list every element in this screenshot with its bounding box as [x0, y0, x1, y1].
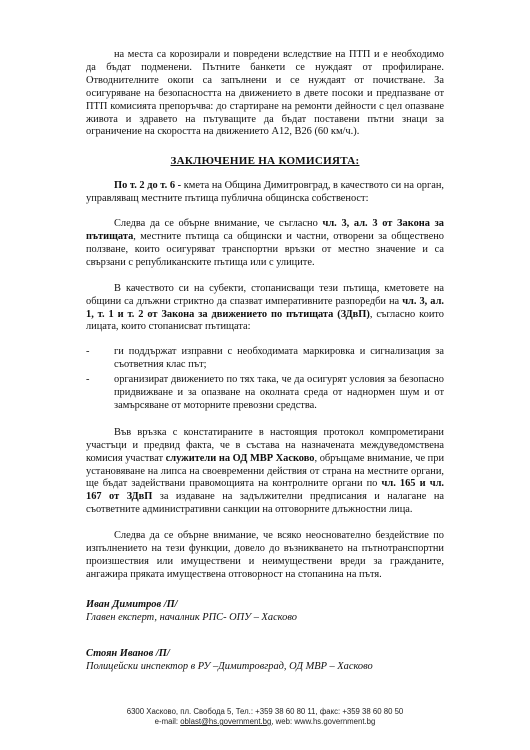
email-link[interactable]: oblast@hs.government.bg [180, 717, 272, 726]
signature-block [86, 598, 297, 624]
paragraph-text: Следва да се обърне внимание, че съгласно [114, 218, 323, 230]
list-item-text: организират движението по тях така, че да осигурят условия за безопасно придвижване и за опазване на околната среда от наднормен шум и от замърсяване от моторните превозни средства. [114, 374, 444, 411]
paragraph-text: Във връзка с констатираните в настоящия протокол компрометирани участъци и предвид факта, че в състава на назначената междуведомствена комисия участват [86, 426, 444, 464]
paragraph-police-notice [86, 427, 444, 517]
footer-address: 6300 Хасково, пл. Свобода 5, Тел.: +359 38 60 80 11, факс: +359 38 60 80 50 [126, 707, 404, 716]
bullet-dash: - [86, 374, 90, 386]
law-reference: чл. 3, ал. 3 от Закона за пътищата [86, 218, 445, 242]
paragraph-text: за издаване на задължителни предписания и налагане на съответните административни санкции на отговорните длъжностни лица. [86, 491, 444, 516]
paragraph-road-condition: на места са корозирали и повредени вследствие на ПТП и е необходимо да бъдат подменени. Пътните банкети се нуждаят от профилиране. Отводнителните окопи са запълнени и се нуждаят от почистване. За осигуряване на безопасността на движението в двете посоки и предпазване от ПТП комисията препоръчва: до стартиране на ремонти дейности с цел опазване живота и здравето на пътуващите да бъдат поставени пътни знаци за ограничение на скоростта на движението А12, В26 (60 км/ч.). [86, 49, 444, 138]
footer-contacts [0, 717, 530, 727]
signature-block [86, 647, 373, 673]
signatory-role: Главен експерт, началник РПС- ОПУ – Хасково [86, 612, 297, 623]
paragraph-mayor-duties [86, 283, 444, 335]
bullet-dash: - [86, 346, 90, 358]
paragraph-liability: Следва да се обърне внимание, че всяко неоснователно бездействие по изпълнението на тези функции, довело до възникването на пътнотранспортни произшествия или имуществени и неимуществени вреди за гражданите, ангажира пряката имуществена отговорност на стопанина на пътя. [86, 530, 444, 580]
signatory-name: Стоян Иванов /П/ [86, 648, 170, 659]
email-label: e-mail: [154, 717, 181, 726]
paragraph-mayor-addressee [86, 180, 444, 206]
points-reference: По т. 2 до т. 6 - [114, 180, 182, 192]
paragraph-text: , местните пътища са общински и частни, отворени за обществено ползване, които осигуряват транспортни връзки от местно значение и са свързани с републиканските пътища или с улиците. [86, 230, 444, 268]
organization-reference: служители на ОД МВР Хасково [165, 452, 315, 464]
list-item [86, 346, 444, 372]
paragraph-text: , съгласно които лицата, които стопанисват пътищата: [86, 308, 444, 333]
paragraph-text: В качеството си на субекти, стопанисващи тези пътища, кметовете на общини са длъжни стриктно да спазват императивните разпоредби на [86, 282, 444, 307]
list-item-text: ги поддържат изправни с необходимата маркировка и сигнализация за съответния клас път; [114, 346, 444, 371]
law-reference: чл. 165 и чл. 167 от ЗДвП [86, 478, 444, 503]
page-footer [0, 707, 530, 727]
paragraph-text: , обръщаме внимание, че при установяване на липса на своевременни действия от страна на местните органи, ще бъдат задействани правомощията на контролните органи по [86, 452, 445, 490]
paragraph-local-roads [86, 218, 444, 270]
signatory-name: Иван Димитров /П/ [86, 599, 178, 610]
section-title-conclusion: ЗАКЛЮЧЕНИЕ НА КОМИСИЯТА: [170, 155, 360, 168]
web-label: , web: [271, 717, 295, 726]
law-reference: чл. 3, ал. 1, т. 1 и т. 2 от Закона за движението по пътищата (ЗДвП) [86, 295, 444, 320]
web-link[interactable]: www.hs.government.bg [294, 717, 376, 726]
paragraph-text: кмета на Община Димитровград, в качеството си на орган, управляващ местните пътища публична общинска собственост: [86, 180, 445, 205]
list-item [86, 374, 444, 413]
signatory-role: Полицейски инспектор в РУ –Димитровград, ОД МВР – Хасково [86, 661, 373, 672]
